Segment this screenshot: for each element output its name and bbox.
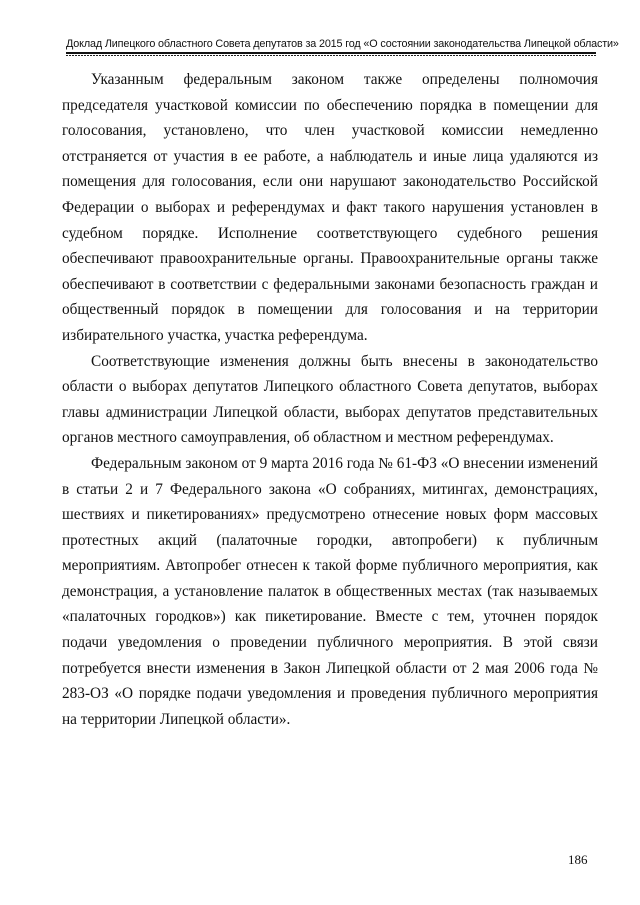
paragraph-1: Указанным федеральным законом также определены полномочия председателя участковой комиссии по обеспечению порядка в помещении для голосования, установлено, что член участковой комиссии немедленно отстраняется от участия в ее работе, а наблюдатель и иные лица удаляются из помещения для голосования, если они нарушают законодательство Российской Федерации о выборах и референдумах и факт такого нарушения установлен в судебном порядке. Исполнение соответствующего судебного решения обеспечивают правоохранительные органы. Правоохранительные органы также обеспечивают в соответствии с федеральными законами безопасность граждан и общественный порядок в помещении для голосования и на территории избирательного участка, участка референдума. (62, 71, 598, 344)
header-rule (66, 52, 596, 54)
paragraph-2: Соответствующие изменения должны быть внесены в законодательство области о выборах депутатов Липецкого областного Совета депутатов, выборах главы администрации Липецкой области, выборах депутатов представительных органов местного самоуправления, об областном и местном референдумах. (62, 352, 598, 447)
body-text (62, 67, 598, 732)
page-number: 186 (568, 852, 588, 867)
paragraph-3: Федеральным законом от 9 марта 2016 года № 61-ФЗ «О внесении изменений в статьи 2 и 7 Федерального закона «О собраниях, митингах, демонстрациях, шествиях и пикетированиях» предусмотрено отнесение новых форм массовых протестных акций (палаточные городки, автопробеги) к публичным мероприятиям. Автопробег отнесен к такой форме публичного мероприятия, как демонстрация, а установление палаток в общественных местах (так называемых «палаточных городков») как пикетирование. Вместе с тем, уточнен порядок подачи уведомления о проведении публичного мероприятия. В этой связи потребуется внести изменения в Закон Липецкой области от 2 мая 2006 года № 283-ОЗ «О порядке подачи уведомления и проведения публичного мероприятия на территории Липецкой области». (62, 454, 598, 728)
running-header: Доклад Липецкого областного Совета депутатов за 2015 год «О состоянии законодательства Липецкой области» (66, 38, 619, 50)
header-rule-dotted (66, 55, 596, 56)
